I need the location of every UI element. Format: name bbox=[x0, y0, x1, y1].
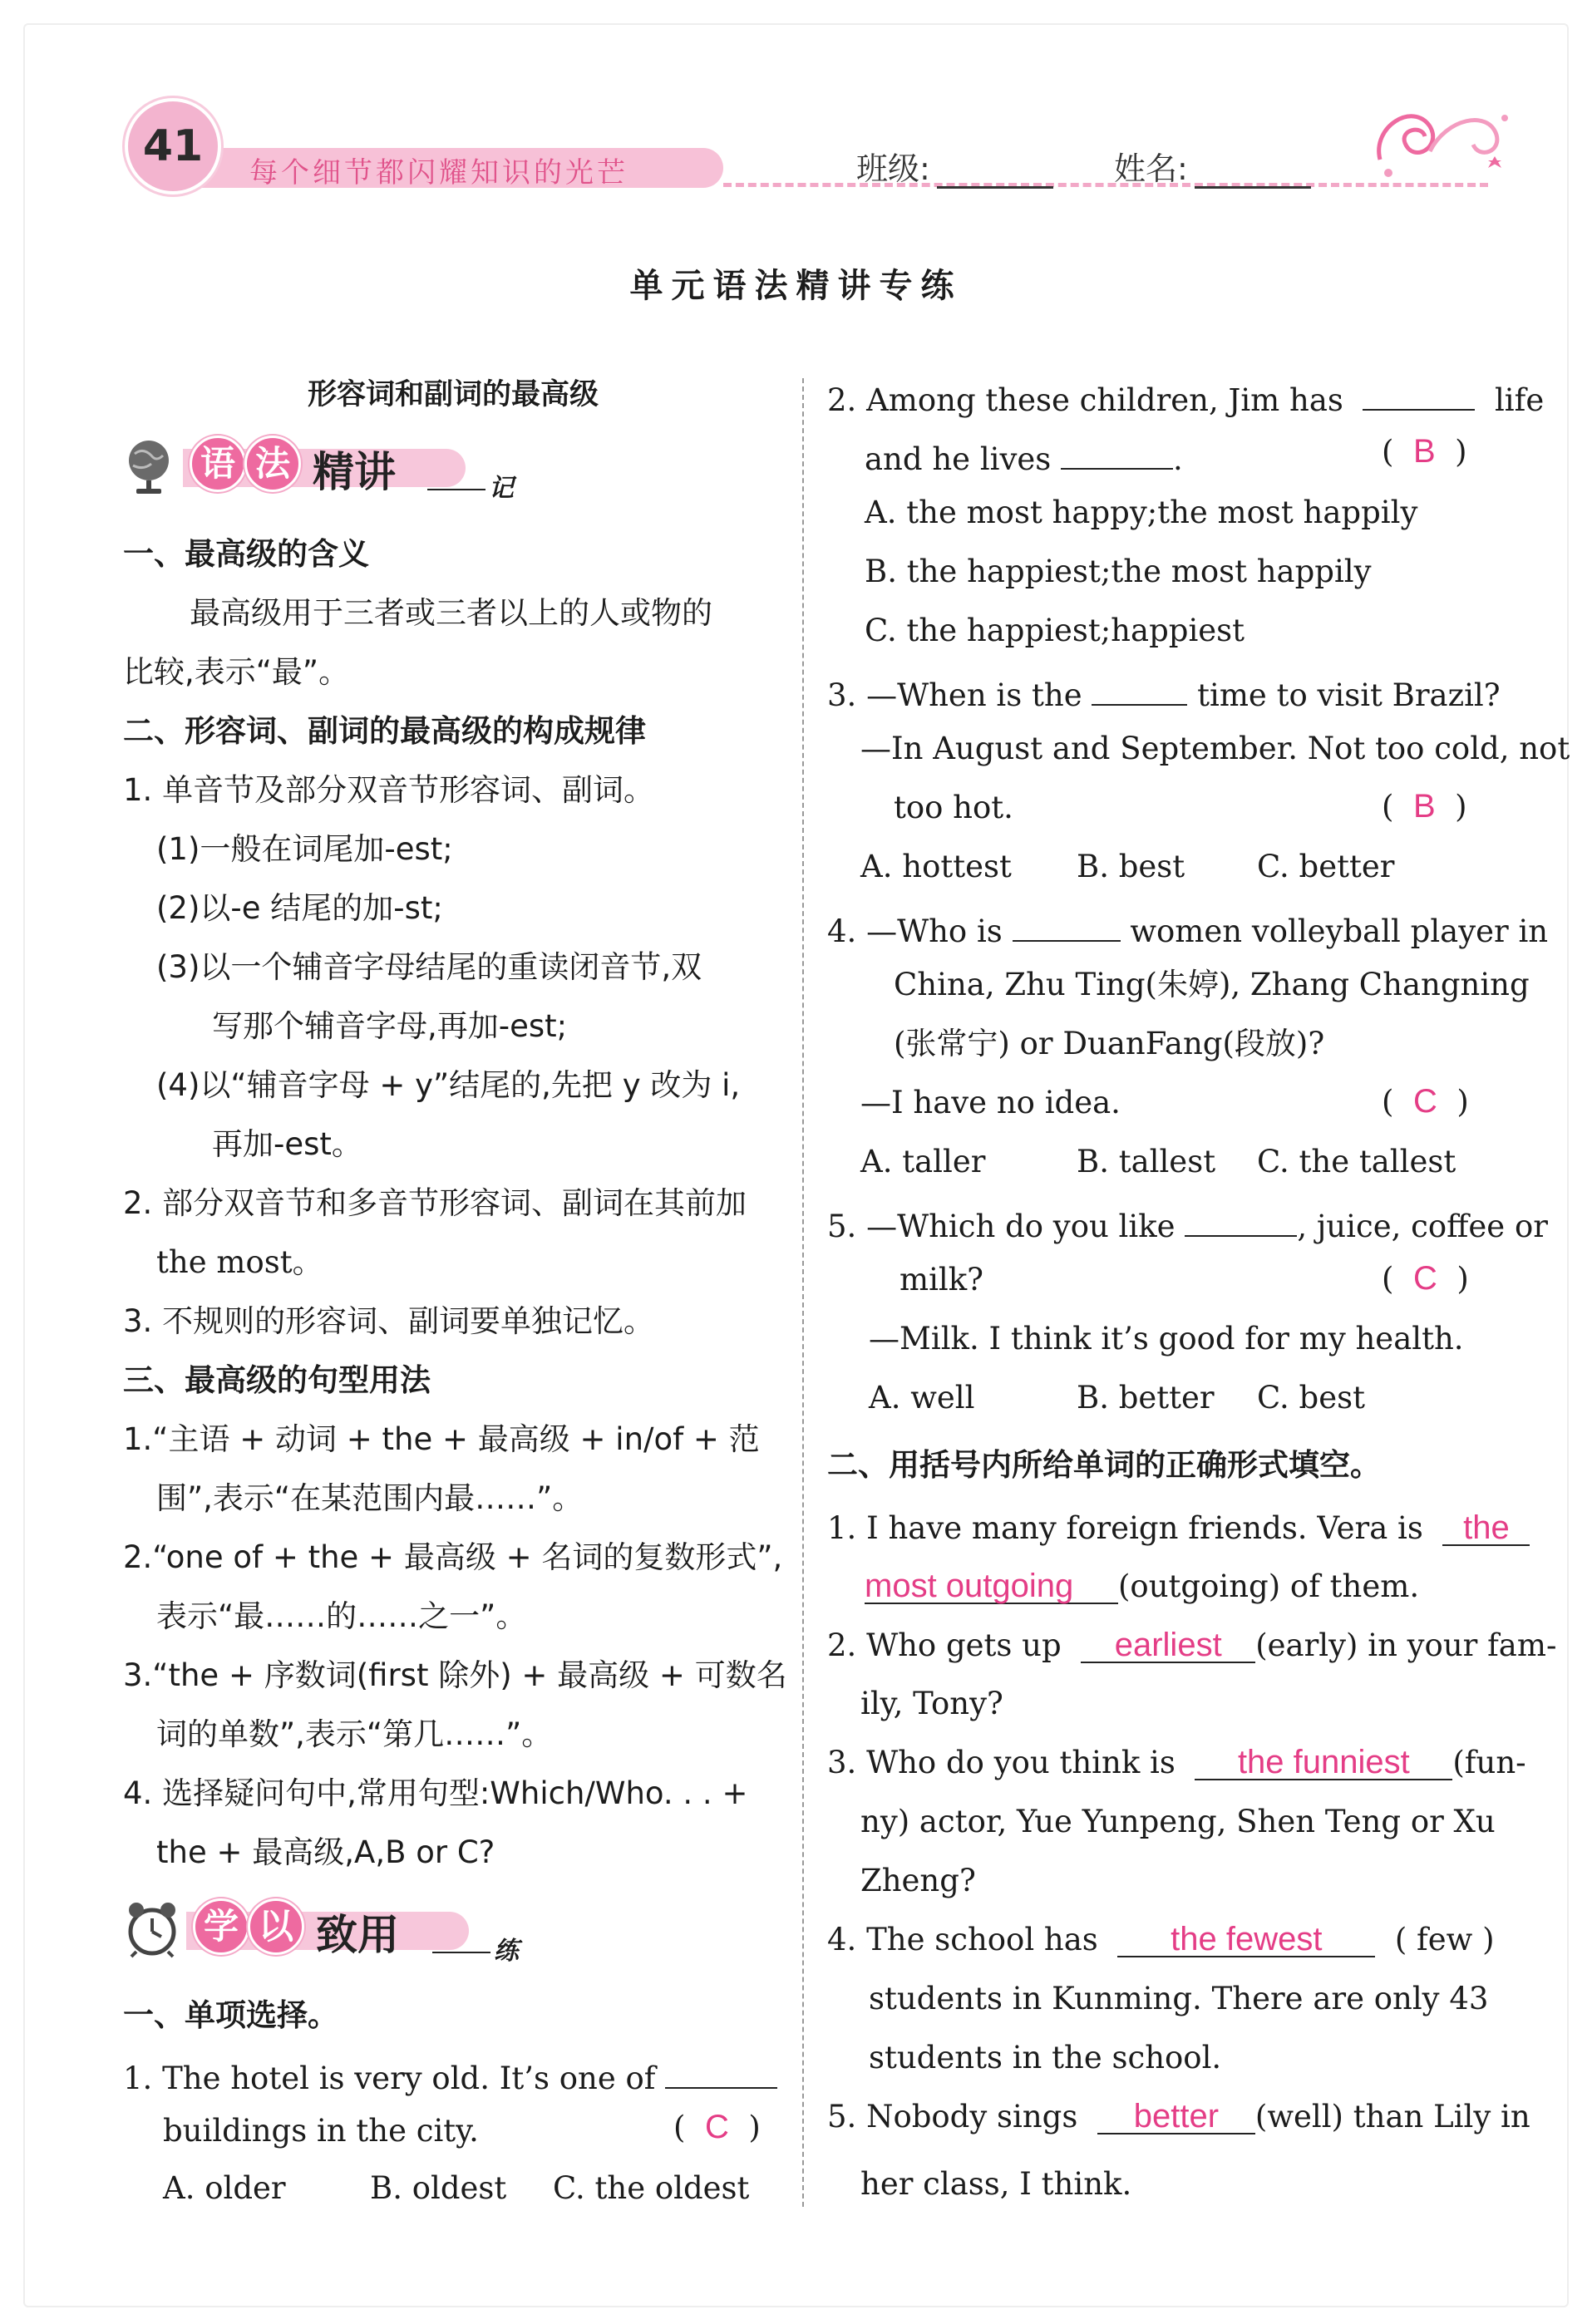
q5-line-3: —Milk. I think it’s good for my health. bbox=[869, 1321, 1464, 1356]
rule-1-3a: (3)以一个辅音字母结尾的重读闭音节,双 bbox=[156, 949, 702, 985]
f1-answer-2[interactable]: most outgoing bbox=[865, 1569, 1118, 1604]
meaning-text-1: 最高级用于三者或三者以上的人或物的 bbox=[190, 595, 712, 631]
pattern-4b: the + 最高级,A,B or C? bbox=[156, 1834, 495, 1870]
pattern-3a: 3.“the + 序数词(first 除外) + 最高级 + 可数名 bbox=[123, 1657, 787, 1693]
q5-option-a: A. well bbox=[869, 1380, 975, 1416]
q2-option-c: C. the happiest;happiest bbox=[865, 613, 1245, 648]
rule-2a: 2. 部分双音节和多音节形容词、副词在其前加 bbox=[123, 1185, 747, 1221]
f4-line-2: students in Kunming. There are only 43 bbox=[869, 1981, 1489, 2016]
f1-answer-1[interactable]: the bbox=[1442, 1511, 1530, 1546]
q5-line-1: 5. —Which do you like , juice, coffee or bbox=[827, 1202, 1548, 1246]
q1-answer: C bbox=[704, 2109, 729, 2145]
q3-line-3: too hot. bbox=[894, 790, 1013, 825]
f3-line-3: Zheng? bbox=[860, 1863, 976, 1898]
q2-line-2: and he lives . bbox=[865, 435, 1183, 479]
globe-icon bbox=[125, 437, 173, 495]
q5-blank[interactable] bbox=[1185, 1202, 1297, 1237]
q2-answer: B bbox=[1412, 433, 1436, 470]
f2-line-1: 2. Who gets up earliest (early) in your fam- bbox=[827, 1627, 1557, 1663]
rule-3: 3. 不规则的形容词、副词要单独记忆。 bbox=[123, 1303, 655, 1339]
practice-char-2: 以 bbox=[248, 1898, 304, 1955]
q1-line-2: buildings in the city. bbox=[163, 2113, 479, 2149]
q3-answer-box: ( B ) bbox=[1382, 788, 1467, 825]
rule-2b: the most。 bbox=[156, 1244, 323, 1280]
f4-line-3: students in the school. bbox=[869, 2040, 1222, 2075]
class-label: 班级: bbox=[856, 150, 930, 187]
practice-section-tag: 练 bbox=[432, 1930, 519, 1967]
pattern-3b: 词的单数”,表示“第几……”。 bbox=[156, 1716, 553, 1752]
grammar-section-tag: 记 bbox=[427, 467, 514, 504]
f5-line-2: her class, I think. bbox=[860, 2166, 1132, 2202]
grammar-section-title: 精讲 bbox=[313, 448, 396, 496]
q1-option-c: C. the oldest bbox=[553, 2170, 750, 2206]
heading-meaning: 一、最高级的含义 bbox=[123, 536, 369, 572]
class-field bbox=[856, 143, 1053, 189]
f4-line-1: 4. The school has the fewest ( few ) bbox=[827, 1921, 1495, 1957]
q5-option-b: B. better bbox=[1077, 1380, 1215, 1416]
slogan: 每个细节都闪耀知识的光芒 bbox=[249, 156, 628, 190]
f2-answer[interactable]: earliest bbox=[1081, 1628, 1255, 1663]
rule-1-2: (2)以-e 结尾的加-st; bbox=[156, 890, 443, 926]
rule-1-4b: 再加-est。 bbox=[212, 1126, 362, 1162]
pattern-4a: 4. 选择疑问句中,常用句型:Which/Who. . . + bbox=[123, 1775, 748, 1811]
page-title: 单元语法精讲专练 bbox=[629, 267, 963, 305]
heading-single-choice: 一、单项选择。 bbox=[123, 1997, 338, 2033]
q4-line-1: 4. —Who is women volleyball player in bbox=[827, 907, 1548, 951]
practice-char-1: 学 bbox=[193, 1898, 249, 1955]
q5-option-c: C. best bbox=[1257, 1380, 1365, 1416]
q1-option-b: B. oldest bbox=[370, 2170, 507, 2206]
f2-line-2: ily, Tony? bbox=[860, 1686, 1003, 1721]
practice-section-banner bbox=[125, 1895, 540, 1966]
f1-line-2: most outgoing (outgoing) of them. bbox=[865, 1568, 1420, 1604]
pattern-1b: 围”,表示“在某范围内最……”。 bbox=[156, 1480, 584, 1516]
topic-heading: 形容词和副词的最高级 bbox=[307, 378, 599, 411]
heading-patterns: 三、最高级的句型用法 bbox=[123, 1362, 431, 1398]
q1-line-1: 1. The hotel is very old. It’s one of bbox=[123, 2054, 777, 2098]
f4-answer[interactable]: the fewest bbox=[1117, 1923, 1375, 1957]
grammar-char-1: 语 bbox=[190, 436, 246, 492]
heading-fill-in: 二、用括号内所给单词的正确形式填空。 bbox=[827, 1447, 1381, 1483]
q3-option-b: B. best bbox=[1077, 849, 1185, 884]
f3-line-2: ny) actor, Yue Yunpeng, Shen Teng or Xu bbox=[860, 1804, 1496, 1839]
q2-blank-1[interactable] bbox=[1363, 376, 1475, 411]
q4-line-2: China, Zhu Ting(朱婷), Zhang Changning bbox=[894, 967, 1530, 1002]
q3-blank[interactable] bbox=[1092, 671, 1187, 706]
q3-option-c: C. better bbox=[1257, 849, 1395, 884]
q4-line-3: (张常宁) or DuanFang(段放)? bbox=[894, 1026, 1325, 1061]
q4-answer-box: ( C ) bbox=[1382, 1083, 1469, 1120]
f5-line-1: 5. Nobody sings better (well) than Lily in bbox=[827, 2098, 1530, 2134]
q2-blank-2[interactable] bbox=[1061, 435, 1173, 470]
q4-line-4: —I have no idea. bbox=[860, 1085, 1121, 1120]
q3-option-a: A. hottest bbox=[860, 849, 1012, 884]
page-number: 41 bbox=[125, 98, 221, 194]
name-label: 姓名: bbox=[1114, 150, 1188, 187]
q1-answer-box: ( C ) bbox=[673, 2109, 761, 2145]
rule-1-1: (1)一般在词尾加-est; bbox=[156, 831, 453, 867]
f5-answer[interactable]: better bbox=[1097, 2100, 1255, 2134]
q1-option-a: A. older bbox=[163, 2170, 286, 2206]
q5-answer: C bbox=[1412, 1260, 1437, 1297]
rule-1-4a: (4)以“辅音字母 + y”结尾的,先把 y 改为 i, bbox=[156, 1067, 741, 1103]
pattern-1a: 1.“主语 + 动词 + the + 最高级 + in/of + 范 bbox=[123, 1421, 760, 1457]
f3-answer[interactable]: the funniest bbox=[1195, 1745, 1452, 1780]
q3-line-1: 3. —When is the time to visit Brazil? bbox=[827, 671, 1501, 715]
f1-line-1: 1. I have many foreign friends. Vera is the bbox=[827, 1509, 1530, 1548]
q1-blank[interactable] bbox=[665, 2054, 777, 2089]
q2-option-b: B. the happiest;the most happily bbox=[865, 554, 1372, 589]
q4-option-c: C. the tallest bbox=[1257, 1144, 1456, 1179]
alarm-clock-icon bbox=[125, 1898, 180, 1958]
q4-option-a: A. taller bbox=[860, 1144, 986, 1179]
rule-1-3b: 写那个辅音字母,再加-est; bbox=[212, 1008, 568, 1044]
q2-answer-box: ( B ) bbox=[1382, 433, 1467, 470]
q2-option-a: A. the most happy;the most happily bbox=[865, 495, 1418, 530]
q4-option-b: B. tallest bbox=[1077, 1144, 1216, 1179]
name-blank[interactable] bbox=[1195, 155, 1311, 189]
class-blank[interactable] bbox=[937, 155, 1053, 189]
meaning-text-2: 比较,表示“最”。 bbox=[123, 654, 350, 690]
q4-answer: C bbox=[1412, 1083, 1437, 1120]
f3-line-1: 3. Who do you think is the funniest (fun- bbox=[827, 1744, 1526, 1780]
rule-1: 1. 单音节及部分双音节形容词、副词。 bbox=[123, 772, 655, 808]
practice-section-title: 致用 bbox=[316, 1911, 399, 1959]
heading-formation: 二、形容词、副词的最高级的构成规律 bbox=[123, 713, 646, 749]
q3-answer: B bbox=[1412, 788, 1436, 825]
pattern-2a: 2.“one of + the + 最高级 + 名词的复数形式”, bbox=[123, 1539, 783, 1575]
pattern-2b: 表示“最……的……之一”。 bbox=[156, 1598, 527, 1634]
column-divider bbox=[802, 378, 804, 2207]
grammar-char-2: 法 bbox=[244, 436, 301, 492]
q5-answer-box: ( C ) bbox=[1382, 1260, 1469, 1297]
q4-blank[interactable] bbox=[1013, 907, 1121, 942]
q3-line-2: —In August and September. Not too cold, not bbox=[860, 731, 1570, 766]
flourish-ornament-icon bbox=[1363, 93, 1513, 185]
q5-line-2: milk? bbox=[900, 1262, 984, 1297]
name-field bbox=[1114, 143, 1311, 189]
q2-line-1: 2. Among these children, Jim has life bbox=[827, 376, 1544, 420]
grammar-section-banner bbox=[125, 432, 540, 503]
